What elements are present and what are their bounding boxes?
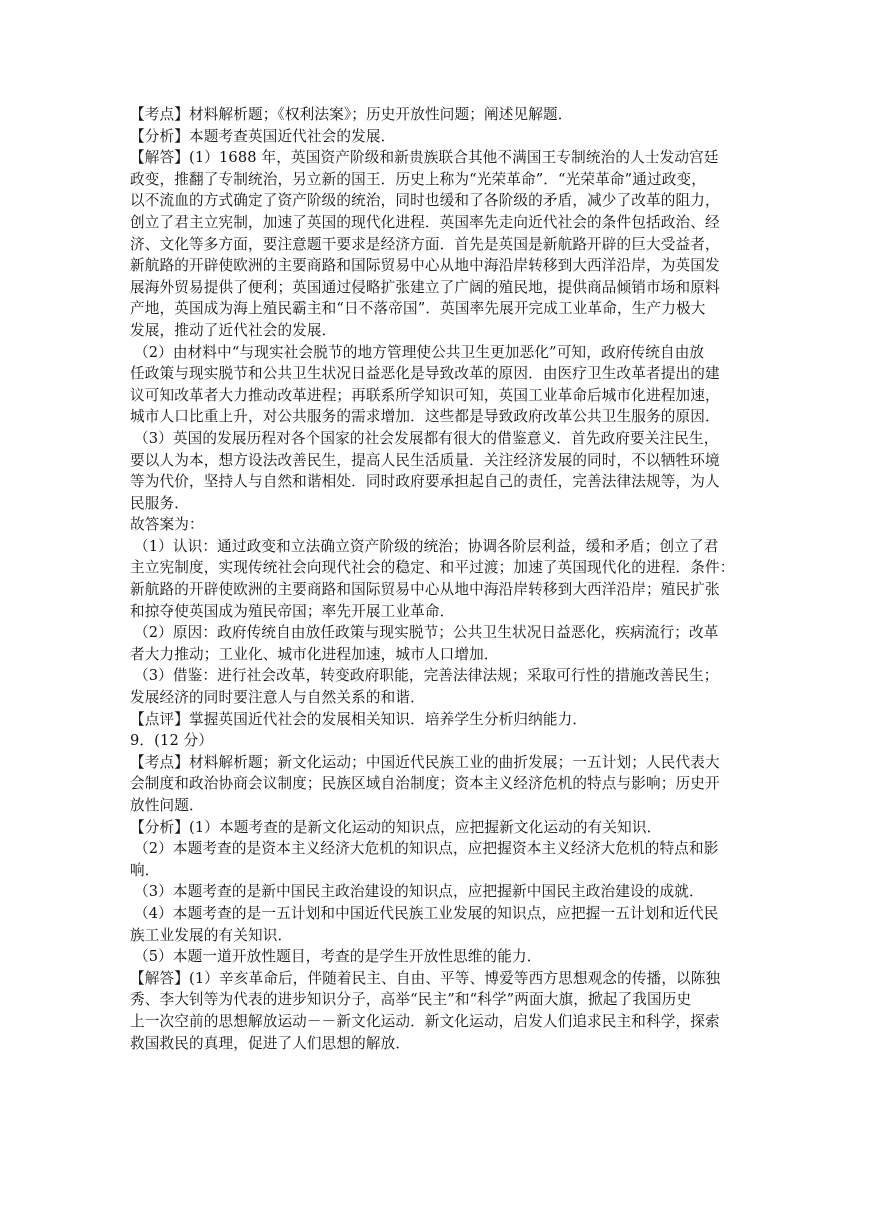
text-line: 响． xyxy=(130,861,160,879)
text-line: 民服务． xyxy=(130,494,189,512)
text-line: 济、文化等多方面，要注意题干要求是经济方面．首先是英国是新航路开辟的巨大受益者， xyxy=(130,235,720,253)
text-line: 主立宪制度，实现传统社会向现代社会的稳定、和平过渡；加速了英国现代化的进程．条件： xyxy=(130,559,735,577)
text-line: （4）本题考查的是一五计划和中国近代民族工业发展的知识点，应把握一五计划和近代民 xyxy=(134,904,719,922)
text-line: （5）本题一道开放性题目，考查的是学生开放性思维的能力． xyxy=(134,948,542,966)
text-line: 者大力推动；工业化、城市化进程加速，城市人口增加． xyxy=(130,645,499,663)
text-line: 【考点】材料解析题；《权利法案》；历史开放性问题；阐述见解题． xyxy=(130,106,573,123)
text-line: 救国救民的真理，促进了人们思想的解放． xyxy=(130,1034,411,1052)
text-line: 9．(12 分） xyxy=(130,732,214,750)
text-line: （1）认识：通过政变和立法确立资产阶级的统治；协调各阶层利益，缓和矛盾；创立了君 xyxy=(134,537,719,555)
document-page xyxy=(130,104,742,1054)
text-line: 产地，英国成为海上殖民霸主和“日不落帝国”．英国率先展开完成工业革命，生产力极大 xyxy=(130,300,706,318)
text-line: （3）本题考查的是新中国民主政治建设的知识点，应把握新中国民主政治建设的成就． xyxy=(134,883,704,901)
text-line: 【考点】材料解析题；新文化运动；中国近代民族工业的曲折发展；一五计划；人民代表大 xyxy=(130,753,720,771)
text-line: 【分析】本题考查英国近代社会的发展． xyxy=(130,127,396,145)
text-line: 【解答】(1）辛亥革命后，伴随着民主、自由、平等、博爱等西方思想观念的传播，以陈独 xyxy=(130,969,721,987)
text-line: 上一次空前的思想解放运动－－新文化运动．新文化运动，启发人们追求民主和科学，探索 xyxy=(130,1012,720,1030)
text-line: 秀、李大钊等为代表的进步知识分子，高举“民主”和“科学”两面大旗，掀起了我国历史 xyxy=(130,991,692,1009)
text-line: 族工业发展的有关知识． xyxy=(130,926,293,944)
text-line: 故答案为： xyxy=(130,516,204,534)
text-line: （2）本题考查的是资本主义经济大危机的知识点，应把握资本主义经济大危机的特点和影 xyxy=(134,840,719,858)
text-line: 任政策与现实脱节和公共卫生状况日益恶化是导致改革的原因．由医疗卫生改革者提出的建 xyxy=(130,365,720,383)
text-line: （2）原因：政府传统自由放任政策与现实脱节；公共卫生状况日益恶化，疾病流行；改革 xyxy=(134,624,719,642)
text-line: 要以人为本，想方设法改善民生，提高人民生活质量．关注经济发展的同时，不以牺牲环境 xyxy=(130,451,720,469)
text-line: 放性问题． xyxy=(130,797,204,814)
text-line: 发展经济的同时要注意人与自然关系的和谐． xyxy=(130,689,425,707)
text-line: 新航路的开辟使欧洲的主要商路和国际贸易中心从地中海沿岸转移到大西洋沿岸；殖民扩张 xyxy=(130,581,720,599)
text-line: 以不流血的方式确定了资产阶级的统治，同时也缓和了各阶级的矛盾，减少了改革的阻力， xyxy=(130,192,720,210)
text-line: （3）借鉴：进行社会改革，转变政府职能，完善法律法规；采取可行性的措施改善民生； xyxy=(134,667,719,685)
text-line: 会制度和政治协商会议制度；民族区域自治制度；资本主义经济危机的特点与影响；历史开 xyxy=(130,775,720,793)
text-line: 政变，推翻了专制统治，另立新的国王．历史上称为“光荣革命”．“光荣革命”通过政变， xyxy=(130,170,706,188)
text-line: 【分析】(1）本题考查的是新文化运动的知识点，应把握新文化运动的有关知识． xyxy=(130,818,662,836)
text-line: （3）英国的发展历程对各个国家的社会发展都有很大的借鉴意义．首先政府要关注民生， xyxy=(134,429,719,447)
text-line: 和掠夺使英国成为殖民帝国；率先开展工业革命． xyxy=(130,602,455,620)
text-line: 城市人口比重上升，对公共服务的需求增加．这些都是导致政府改革公共卫生服务的原因． xyxy=(130,408,720,426)
text-line: 等为代价，坚持人与自然和谐相处．同时政府要承担起自己的责任，完善法律法规等，为人 xyxy=(130,473,720,491)
text-line: 发展，推动了近代社会的发展． xyxy=(130,321,337,339)
text-line: 展海外贸易提供了便利；英国通过侵略扩张建立了广阔的殖民地，提供商品倾销市场和原料 xyxy=(130,278,720,296)
text-line: 【解答】(1）1688 年，英国资产阶级和新贵族联合其他不满国王专制统治的人士发动宫廷 xyxy=(130,149,719,167)
text-line: 新航路的开辟使欧洲的主要商路和国际贸易中心从地中海沿岸转移到大西洋沿岸，为英国发 xyxy=(130,257,720,275)
text-line: 【点评】掌握英国近代社会的发展相关知识．培养学生分析归纳能力． xyxy=(130,710,588,728)
text-line: （2）由材料中“与现实社会脱节的地方管理使公共卫生更加恶化”可知，政府传统自由放 xyxy=(134,343,705,361)
text-line: 创立了君主立宪制，加速了英国的现代化进程．英国率先走向近代社会的条件包括政治、经 xyxy=(130,213,720,231)
text-line: 议可知改革者大力推动改革进程；再联系所学知识可知，英国工业革命后城市化进程加速， xyxy=(130,386,720,404)
